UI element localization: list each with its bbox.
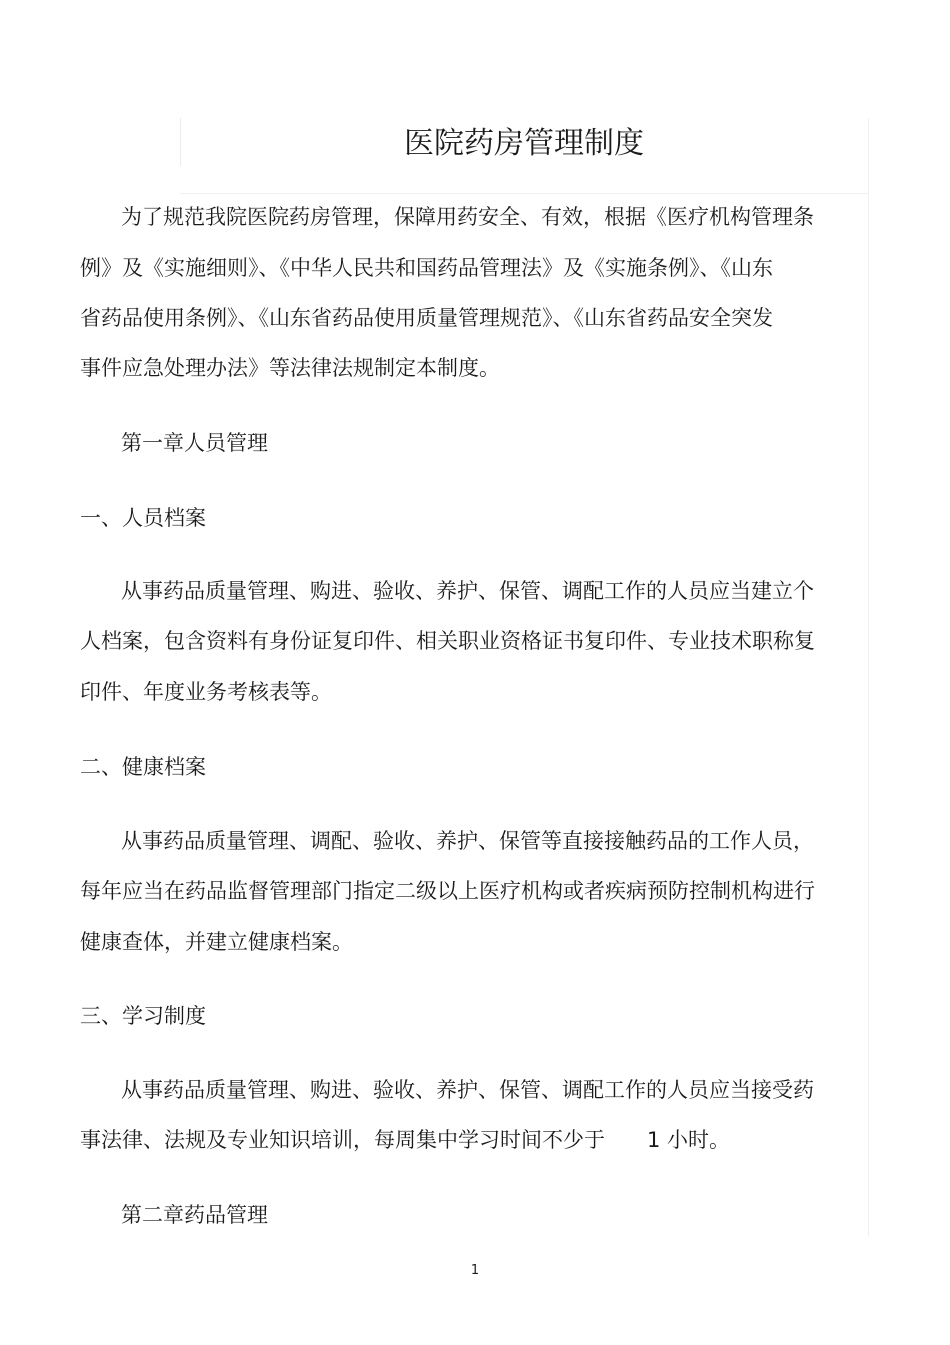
section-heading-1: 一、人员档案	[80, 506, 206, 530]
section2-line-3: 健康查体，并建立健康档案。	[80, 930, 353, 954]
section-heading-2: 二、健康档案	[80, 755, 206, 779]
preamble-line-3: 省药品使用条例》、《山东省药品使用质量管理规范》、《山东省药品安全突发	[80, 306, 773, 330]
section1-line-3: 印件、年度业务考核表等。	[80, 680, 332, 704]
preamble-line-1: 为了规范我院医院药房管理，保障用药安全、有效，根据《医疗机构管理条	[121, 205, 814, 229]
section2-line-1: 从事药品质量管理、调配、验收、养护、保管等直接接触药品的工作人员，	[121, 829, 814, 853]
section-heading-3: 三、学习制度	[80, 1004, 206, 1028]
section1-line-2: 人档案，包含资料有身份证复印件、相关职业资格证书复印件、专业技术职称复	[80, 629, 815, 653]
section3-line-2: 事法律、法规及专业知识培训，每周集中学习时间不少于 1 小时。	[80, 1128, 731, 1152]
page-number: 1	[470, 1263, 480, 1278]
page-guide-top	[180, 193, 869, 194]
section1-line-1: 从事药品质量管理、购进、验收、养护、保管、调配工作的人员应当建立个	[121, 579, 814, 603]
document-title: 医院药房管理制度	[404, 126, 644, 161]
section2-line-2: 每年应当在药品监督管理部门指定二级以上医疗机构或者疾病预防控制机构进行	[80, 879, 815, 903]
chapter-heading-1: 第一章人员管理	[121, 431, 268, 455]
preamble-line-2: 例》及《实施细则》、《中华人民共和国药品管理法》及《实施条例》、《山东	[80, 256, 773, 280]
section3-line-1: 从事药品质量管理、购进、验收、养护、保管、调配工作的人员应当接受药	[121, 1078, 814, 1102]
preamble-line-4: 事件应急处理办法》等法律法规制定本制度。	[80, 356, 500, 380]
chapter-heading-2: 第二章药品管理	[121, 1203, 268, 1227]
